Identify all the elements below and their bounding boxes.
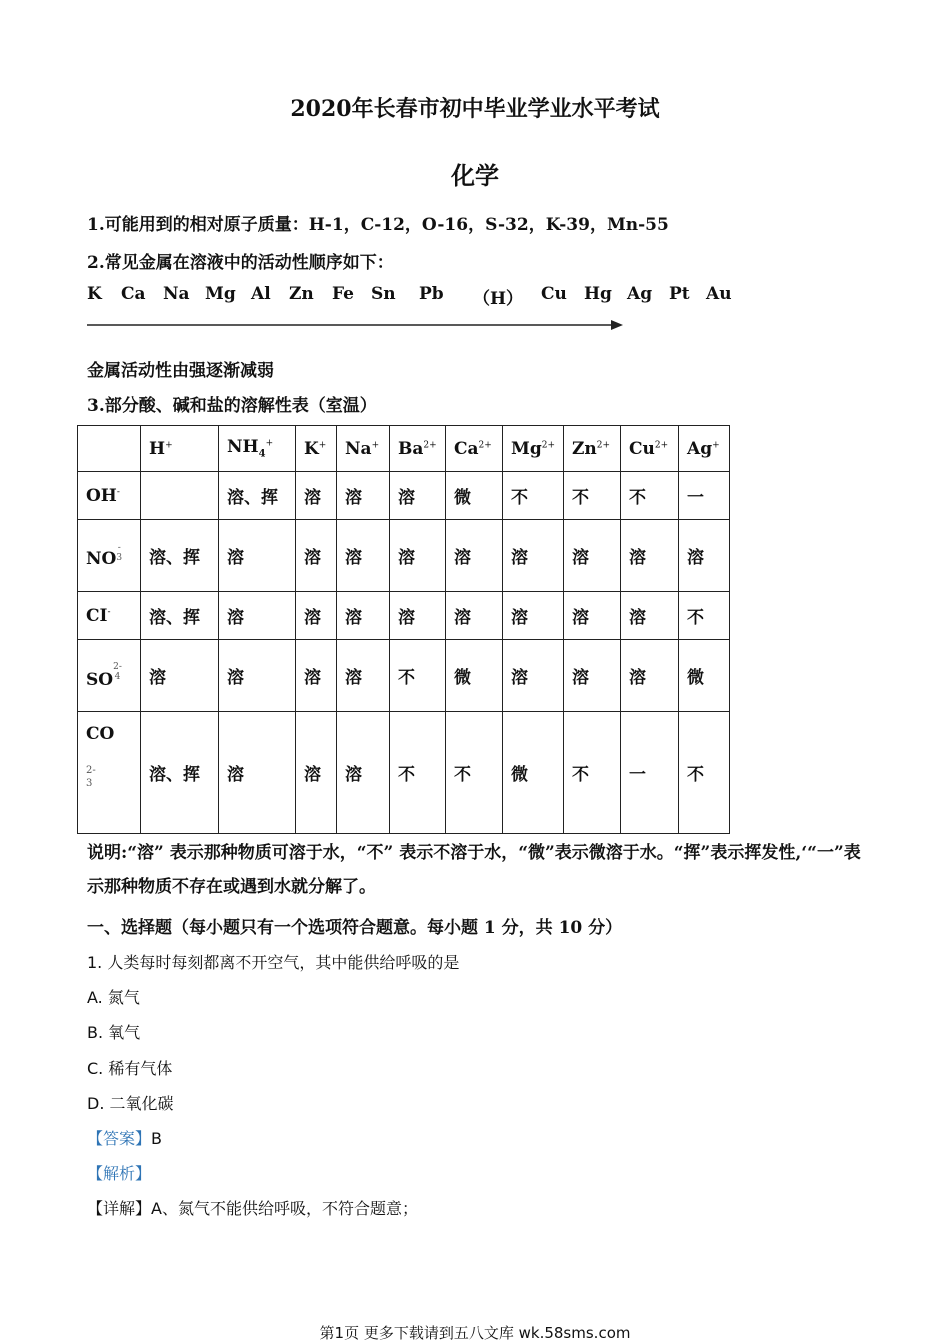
solubility-cell: 微 (446, 472, 503, 520)
option-c (87, 1056, 172, 1079)
solubility-cell: 溶 (679, 520, 730, 592)
detail-label: A (151, 1199, 162, 1218)
table-header-row (78, 426, 730, 472)
option-label: C. (87, 1059, 104, 1078)
solubility-cell: 溶 (296, 712, 337, 834)
solubility-cell: 溶、挥 (141, 712, 219, 834)
solubility-cell: 不 (390, 640, 446, 712)
solubility-cell: 溶 (296, 640, 337, 712)
metal-symbol: Mg (205, 284, 236, 304)
solubility-cell: 溶 (296, 520, 337, 592)
detail-tag: 【详解】 (87, 1199, 152, 1218)
footer-page-suffix: 页 更多下载请到五八文库 (344, 1324, 514, 1342)
option-text: 氮气 (107, 988, 140, 1007)
footer-site-link[interactable]: wk.58sms.com (518, 1324, 631, 1342)
solubility-cell: 溶 (503, 592, 564, 640)
solubility-cell: 溶 (296, 592, 337, 640)
analysis-tag: 【解析】 (87, 1164, 152, 1183)
metal-symbol: Sn (371, 284, 396, 304)
solubility-cell: 溶 (446, 520, 503, 592)
solubility-cell: 一 (679, 472, 730, 520)
solubility-cell: 溶 (219, 712, 296, 834)
cation-header-ca: $Ca^{2+}$ (446, 426, 503, 472)
anion-header-no3: NO- 3 (78, 520, 141, 592)
solubility-cell: 溶 (564, 592, 621, 640)
solubility-cell: 不 (564, 712, 621, 834)
solubility-cell: 溶 (390, 472, 446, 520)
solubility-table (77, 425, 730, 834)
subject-title: 化学 (451, 161, 499, 190)
solubility-cell: 溶 (337, 640, 390, 712)
option-text: 氧气 (108, 1023, 141, 1042)
metal-symbol: Al (251, 284, 271, 304)
answer-value: B (151, 1129, 162, 1148)
solubility-cell: 溶 (390, 592, 446, 640)
metal-symbol: （H） (473, 289, 524, 309)
solubility-cell: 溶 (503, 520, 564, 592)
detail-line (87, 1196, 418, 1219)
solubility-cell: 溶 (219, 520, 296, 592)
metal-symbol: Ag (627, 284, 653, 304)
solubility-cell: 溶 (219, 640, 296, 712)
anion-header-cl: CI- (78, 592, 141, 640)
exam-title: 2020年长春市初中毕业学业水平考试 (290, 96, 660, 122)
cation-header-ag: Ag+ (679, 426, 730, 472)
analysis-line (87, 1161, 151, 1184)
solubility-cell: 溶、挥 (141, 520, 219, 592)
option-text: 二氧化碳 (109, 1094, 174, 1113)
solubility-cell: 溶 (621, 520, 679, 592)
solubility-table-heading: 3.部分酸、碱和盐的溶解性表（室温） (87, 396, 377, 416)
section-heading: 一、选择题（每小题只有一个选项符合题意。每小题 1 分，共 10 分） (87, 918, 623, 938)
cation-header-h: H+ (141, 426, 219, 472)
solubility-cell: 不 (679, 592, 730, 640)
table-row (78, 520, 730, 592)
cation-header-mg: $Mg^{2+}$ (503, 426, 564, 472)
solubility-cell: 微 (446, 640, 503, 712)
detail-text: 、氮气不能供给呼吸，不符合题意； (161, 1199, 418, 1218)
activity-note: 金属活动性由强逐渐减弱 (87, 361, 274, 381)
activity-intro-line: 2.常见金属在溶液中的活动性顺序如下： (87, 253, 394, 273)
cation-header-cu: $Cu^{2+}$ (621, 426, 679, 472)
solubility-cell: 微 (503, 712, 564, 834)
solubility-cell: 溶 (337, 592, 390, 640)
answer-line (87, 1126, 162, 1149)
answer-tag: 【答案】 (87, 1129, 152, 1148)
anion-header-oh: OH- (78, 472, 141, 520)
solubility-cell: 溶、挥 (141, 592, 219, 640)
metal-symbol: Pb (419, 284, 444, 304)
metal-activity-series (87, 284, 787, 308)
metal-symbol: Cu (541, 284, 567, 304)
question-number: 1. (87, 953, 103, 972)
solubility-cell: 溶 (390, 520, 446, 592)
solubility-cell (141, 472, 219, 520)
table-note: 说明:“溶” 表示那种物质可溶于水，“不” 表示不溶于水，“微”表示微溶于水。“挥”表示挥发性,‘“一”表示那种物质不存在或遇到水就分解了。 (87, 843, 861, 897)
metal-symbol: Na (163, 284, 190, 304)
solubility-cell: 不 (503, 472, 564, 520)
solubility-cell: 溶 (446, 592, 503, 640)
metal-symbol: K (87, 284, 102, 304)
question-stem (87, 950, 459, 973)
table-row (78, 592, 730, 640)
option-text: 稀有气体 (108, 1059, 173, 1078)
solubility-cell: 溶 (564, 520, 621, 592)
table-corner-cell (78, 426, 141, 472)
page-footer (0, 1322, 950, 1343)
option-d (87, 1091, 174, 1114)
metal-symbol: Pt (669, 284, 690, 304)
option-label: B. (87, 1023, 104, 1042)
table-row (78, 640, 730, 712)
solubility-cell: 不 (564, 472, 621, 520)
option-a (87, 985, 140, 1008)
solubility-cell: 溶 (219, 592, 296, 640)
cation-header-na: Na+ (337, 426, 390, 472)
table-row (78, 472, 730, 520)
anion-header-co3: CO 2- 3 (78, 712, 141, 834)
metal-symbol: Au (706, 284, 732, 304)
solubility-cell: 不 (621, 472, 679, 520)
solubility-cell: 微 (679, 640, 730, 712)
option-label: D. (87, 1094, 105, 1113)
solubility-cell: 溶 (337, 712, 390, 834)
option-label: A. (87, 988, 103, 1007)
option-b (87, 1020, 140, 1043)
solubility-cell: 溶 (621, 640, 679, 712)
solubility-cell: 一 (621, 712, 679, 834)
metal-symbol: Ca (121, 284, 146, 304)
question-text: 人类每时每刻都离不开空气，其中能供给呼吸的是 (107, 953, 460, 972)
cation-header-k: K+ (296, 426, 337, 472)
solubility-cell: 溶 (337, 472, 390, 520)
solubility-cell: 不 (679, 712, 730, 834)
solubility-cell: 溶 (337, 520, 390, 592)
solubility-cell: 溶 (564, 640, 621, 712)
solubility-cell: 溶、挥 (219, 472, 296, 520)
activity-arrow (87, 318, 632, 332)
metal-symbol: Fe (332, 284, 354, 304)
anion-header-so4: SO2- 4 (78, 640, 141, 712)
cation-header-ba: $Ba^{2+}$ (390, 426, 446, 472)
table-row (78, 712, 730, 834)
solubility-cell: 不 (446, 712, 503, 834)
metal-symbol: Zn (289, 284, 314, 304)
cation-header-zn: $Zn^{2+}$ (564, 426, 621, 472)
footer-page-prefix: 第 (319, 1324, 335, 1342)
solubility-cell: 不 (390, 712, 446, 834)
cation-header-nh4: $NH_4^+$ (219, 426, 296, 472)
atomic-mass-line: 1.可能用到的相对原子质量：H-1，C-12，O-16，S-32，K-39，Mn-55 (87, 215, 669, 235)
solubility-cell: 溶 (296, 472, 337, 520)
solubility-cell: 溶 (141, 640, 219, 712)
solubility-cell: 溶 (503, 640, 564, 712)
footer-page-number: 1 (334, 1324, 345, 1342)
metal-symbol: Hg (584, 284, 612, 304)
solubility-cell: 溶 (621, 592, 679, 640)
